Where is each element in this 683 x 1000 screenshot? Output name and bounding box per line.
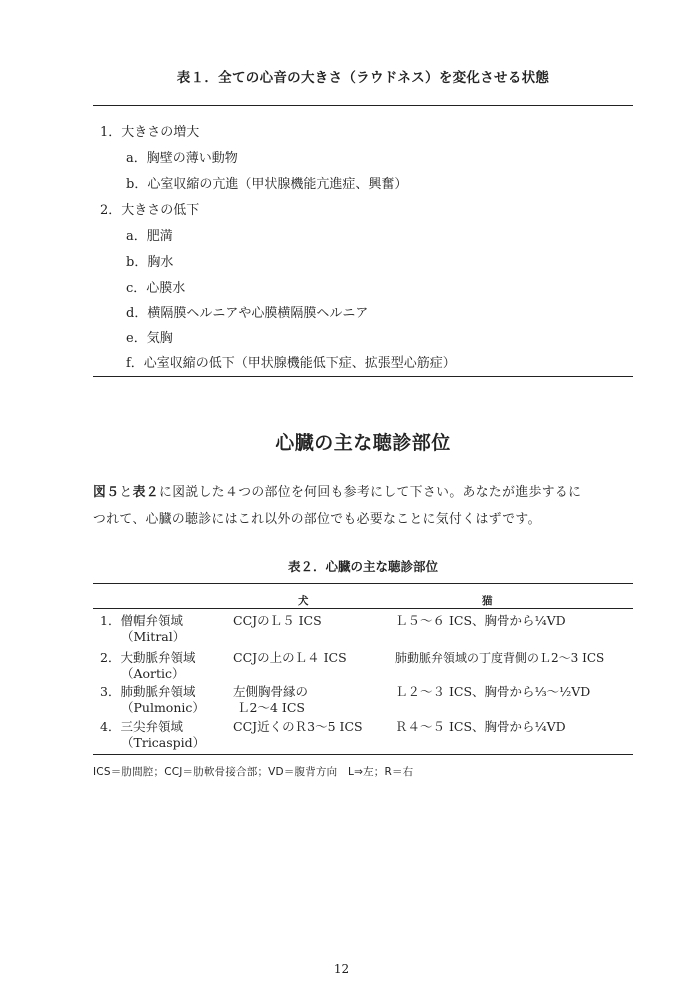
table2-row1-cat: Ｌ５～６ ICS、胸骨から¼VD — [395, 613, 566, 628]
table2-row3-cat: Ｌ２～３ ICS、胸骨から⅓～½VD — [395, 684, 591, 699]
section-paragraph-line2: つれて、心臓の聴診にはこれ以外の部位でも必要なことに気付くはずです。 — [93, 512, 541, 527]
table1-item-1: 1．大きさの増大 — [100, 125, 200, 140]
table2-top-rule — [93, 583, 633, 584]
table2-row4-dog: CCJ近くのＲ3～5 ICS — [233, 719, 363, 734]
table2-row4-cat: Ｒ４～５ ICS、胸骨から¼VD — [395, 719, 566, 734]
table2-row2-name: 2．大動脈弁領域 — [100, 650, 196, 665]
table2-row1-name: 1．僧帽弁領域 — [100, 613, 183, 628]
table2-row2-dog: CCJの上のＬ４ ICS — [233, 650, 347, 665]
table2-row2-cat: 肺動脈弁領域の丁度背側のＬ2～3 ICS — [395, 651, 605, 665]
table2-title: 表２．心臓の主な聴診部位 — [287, 559, 438, 574]
table2-row3-dog: 左側胸骨縁の — [233, 684, 309, 699]
para-text-1: に図説した４つの部位を何回も参考にして下さい。あなたが進歩するに — [159, 485, 582, 500]
page-number: 12 — [333, 962, 350, 976]
table2-row3-dog-line2: Ｌ2～4 ICS — [237, 700, 305, 715]
table1-item-2c: c．心膜水 — [126, 281, 186, 296]
table2-footnote: ICS＝肋間腔；CCJ＝肋軟骨接合部；VD＝腹背方向 L⇒左；R＝右 — [93, 766, 414, 778]
table2-row4-name: 4．三尖弁領域 — [100, 719, 183, 734]
table2-row3-sub: （Pulmonic） — [121, 700, 205, 715]
table1-bottom-rule — [93, 376, 633, 377]
table2-header-rule — [93, 608, 633, 609]
table1-item-2: 2．大きさの低下 — [100, 203, 200, 218]
table1-item-2e: e．気胸 — [126, 331, 173, 346]
table2-col-dog: 犬 — [298, 595, 309, 607]
section-heading: 心臓の主な聴診部位 — [275, 432, 451, 454]
table1-item-1b: b．心室収縮の亢進（甲状腺機能亢進症、興奮） — [126, 177, 408, 192]
table2-col-cat: 猫 — [482, 595, 493, 607]
table2-row1-dog: CCJのＬ５ ICS — [233, 613, 322, 628]
table1-item-2f: f．心室収縮の低下（甲状腺機能低下症、拡張型心筋症） — [126, 356, 456, 371]
table2-bottom-rule — [93, 754, 633, 755]
section-paragraph-line1 — [93, 481, 638, 500]
table1-item-2b: b．胸水 — [126, 255, 174, 270]
figure-ref: 図５ — [93, 485, 120, 500]
table1-title: 表１．全ての心音の大きさ（ラウドネス）を変化させる状態 — [176, 70, 550, 86]
table1-item-2a: a．肥満 — [126, 229, 173, 244]
table2-row2-sub: （Aortic） — [121, 666, 185, 681]
table1-top-rule — [93, 105, 633, 106]
table2-row1-sub: （Mitral） — [121, 629, 186, 644]
table1-item-1a: a．胸壁の薄い動物 — [126, 151, 238, 166]
table-ref: 表２ — [132, 485, 160, 500]
table2-row4-sub: （Tricaspid） — [121, 735, 206, 750]
table1-item-2d: d．横隔膜ヘルニアや心膜横隔膜ヘルニア — [126, 306, 369, 321]
para-connector: と — [119, 485, 133, 500]
table2-row3-name: 3．肺動脈弁領域 — [100, 684, 196, 699]
